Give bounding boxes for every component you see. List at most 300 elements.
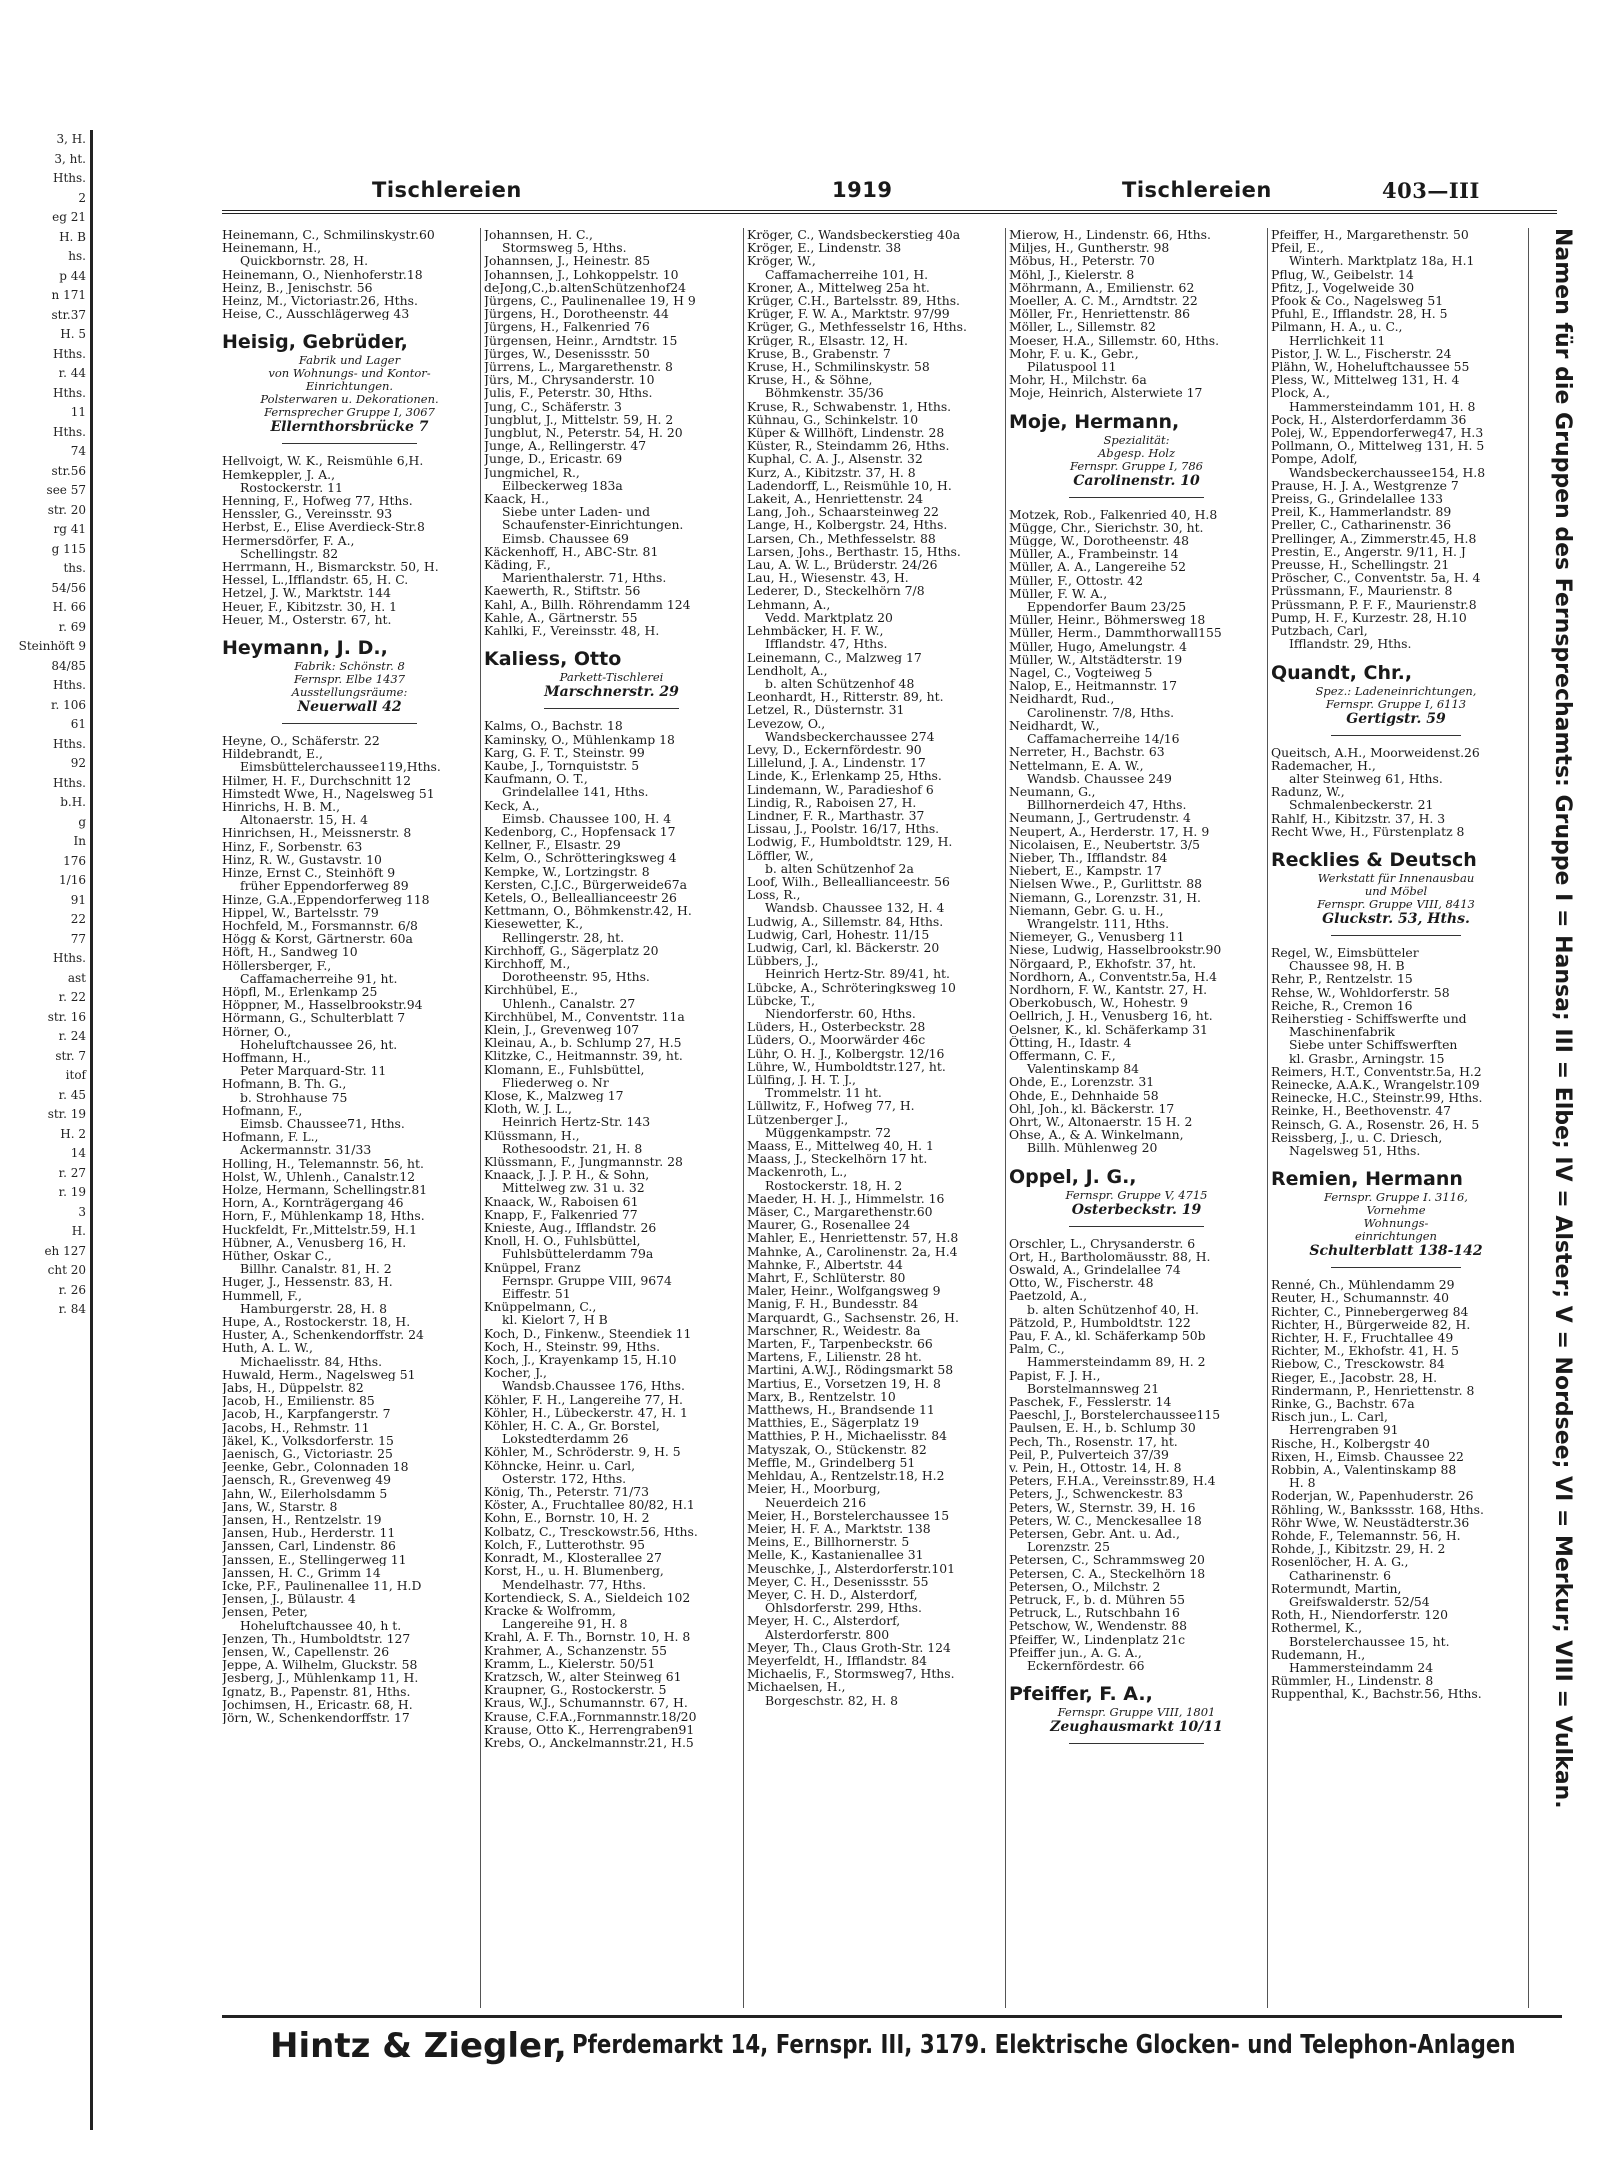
directory-entry: Meyerfeldt, H., Ifflandstr. 84: [747, 1653, 928, 1668]
advertisement-address: Ellernthorsbrücke 7: [270, 419, 429, 436]
directory-entry: Kröger, C., Wandsbeckerstieg 40a: [747, 228, 961, 242]
directory-entry: Pump, H. F., Kurzestr. 28, H.10: [1271, 610, 1467, 625]
directory-entry: Radunz, W.,: [1271, 785, 1345, 799]
previous-page-fragment: Hths.: [53, 736, 86, 751]
directory-entry: Larsen, Ch., Methfesselstr. 88: [747, 531, 936, 545]
directory-entry: Rehr, P., Rentzelstr. 15: [1271, 972, 1413, 986]
directory-entry: Lindner, F. R., Marthastr. 37: [747, 808, 925, 823]
directory-entry: Reiherstieg - Schiffswerfte und: [1271, 1011, 1467, 1026]
directory-entry: Hippel, W., Bartelsstr. 79: [222, 905, 379, 919]
directory-entry: Matyszak, O., Stückenstr. 82: [747, 1442, 927, 1456]
directory-entry: Herrlichkeit 11: [1289, 333, 1386, 347]
page-header: [222, 170, 1557, 214]
directory-entry: Krüger, R., Elsastr. 12, H.: [747, 333, 908, 347]
directory-entry: Klüssmann, F., Jungmannstr. 28: [484, 1155, 683, 1169]
directory-entry: Martini, A.W.J., Rödingsmarkt 58: [747, 1363, 954, 1377]
directory-entry: Pfitz, J., Vogelweide 30: [1271, 280, 1415, 295]
directory-entry: Hübner, A., Venusberg 16, H.: [222, 1235, 407, 1249]
directory-entry: Hoheluftchaussee 40, h t.: [240, 1618, 402, 1632]
directory-entry: Eppendorfer Baum 23/25: [1027, 600, 1187, 614]
directory-entry: Oswald, A., Grindelallee 74: [1009, 1263, 1181, 1277]
previous-page-fragment: Hths.: [53, 951, 86, 965]
advertisement-line: Fernspr. Gruppe I, 6113: [1325, 696, 1467, 711]
directory-entry: König, Th., Peterstr. 71/73: [484, 1485, 650, 1499]
directory-entry: Hinrichs, H. B. M.,: [222, 800, 341, 814]
previous-page-fragment: str. 7: [55, 1048, 86, 1063]
directory-entry: Jürgensen, Heinr., Arndtstr. 15: [484, 333, 678, 347]
directory-entry: Preller, C., Catharinenstr. 36: [1271, 518, 1452, 532]
directory-entry: Lendholt, A.,: [747, 663, 828, 677]
directory-entry: Jabs, H., Düppelstr. 82: [222, 1381, 364, 1395]
directory-entry: Knoll, H. O., Fuhlsbüttel,: [484, 1234, 641, 1248]
directory-entry: Hessel, L.,Ifflandstr. 65, H. C.: [222, 573, 409, 587]
directory-entry: Wandsbeckerchaussee154, H.8: [1289, 465, 1486, 479]
directory-entry: Kruse, H., Schmilinskystr. 58: [747, 360, 930, 374]
directory-entry: Klüssmann, H.,: [484, 1128, 580, 1142]
directory-entry: Lederer, D., Steckelhörn 7/8: [747, 584, 925, 598]
column-1: [222, 228, 477, 2008]
directory-entry: Schellingstr. 82: [240, 546, 339, 561]
directory-entry: Hetzel, J. W., Marktstr. 144: [222, 586, 391, 600]
directory-entry: Billhr. Canalstr. 81, H. 2: [240, 1262, 392, 1276]
directory-entry: Moeller, A. C. M., Arndtstr. 22: [1009, 294, 1198, 308]
advertisement-block: [1009, 1165, 1264, 1227]
directory-entry: Huwald, Herm., Nagelsweg 51: [222, 1367, 416, 1382]
directory-entry: Mäser, C., Margarethenstr.60: [747, 1205, 933, 1219]
directory-entry: Leinemann, C., Malzweg 17: [747, 650, 922, 664]
directory-entry: Icke, P.F., Paulinenallee 11, H.D: [222, 1579, 422, 1593]
directory-entry: Osterstr. 172, Hths.: [502, 1471, 627, 1486]
directory-entry: Högg & Korst, Gärtnerstr. 60a: [222, 932, 413, 946]
directory-entry: Lützenberger J.,: [747, 1112, 849, 1126]
directory-entry: Klitzke, C., Heitmannstr. 39, ht.: [484, 1049, 683, 1063]
directory-entry: Köhler, H., Lübeckerstr. 47, H. 1: [484, 1405, 688, 1420]
directory-entry: Jaenisch, G., Victoriastr. 25: [222, 1447, 393, 1461]
directory-entry: Hochfeld, M., Forsmannstr. 6/8: [222, 918, 418, 933]
directory-entry: Putzbach, Carl,: [1271, 624, 1368, 638]
directory-entry: Pistor, J. W. L., Fischerstr. 24: [1271, 346, 1452, 361]
previous-page-fragment: r. 27: [58, 1165, 86, 1180]
column-3: [747, 228, 1002, 2008]
directory-entry: Nalop, E., Heitmannstr. 17: [1009, 679, 1178, 693]
directory-entry: Möller, Fr., Henriettenstr. 86: [1009, 307, 1190, 321]
previous-page-fragment: cht 20: [47, 1263, 86, 1277]
previous-page-fragment: Hths.: [53, 346, 86, 361]
advertisement-line: einrichtungen: [1355, 1229, 1437, 1244]
directory-entry: Mügge, Chr., Sierichstr. 30, ht.: [1009, 520, 1204, 535]
directory-entry: Kruse, B., Grabenstr. 7: [747, 346, 891, 361]
directory-entry: Maeder, H. H. J., Himmelstr. 16: [747, 1191, 945, 1206]
directory-entry: Jahn, W., Eilerholsdamm 5: [222, 1486, 388, 1500]
directory-entry: Pless, W., Mittelweg 131, H. 4: [1271, 373, 1460, 387]
previous-page-fragment: g 115: [51, 541, 86, 556]
directory-entry: Jürgens, H., Falkenried 76: [484, 320, 650, 334]
directory-entry: Linde, K., Erlenkamp 25, Hths.: [747, 769, 942, 783]
advertisement-title: Heymann, J. D.,: [222, 637, 388, 660]
directory-entry: Martens, F., Lilienstr. 28 ht.: [747, 1350, 922, 1364]
directory-entry: Maler, Heinr., Wolfgangsweg 9: [747, 1284, 941, 1298]
directory-entry: Horn, A., Kornträgergang 46: [222, 1196, 404, 1210]
advertisement-address: Gluckstr. 53, Hths.: [1322, 910, 1470, 927]
directory-entry: Risch jun., L. Carl,: [1271, 1410, 1388, 1424]
directory-entry: Heinemann, H.,: [222, 241, 322, 255]
directory-entry: Billh. Mühlenweg 20: [1027, 1141, 1158, 1155]
directory-entry: Kaminsky, O., Mühlenkamp 18: [484, 732, 675, 746]
directory-entry: Mierow, H., Lindenstr. 66, Hths.: [1009, 228, 1211, 242]
directory-entry: Kersten, C.J.C., Bürgerweide67a: [484, 877, 687, 891]
directory-entry: Klein, J., Grevenweg 107: [484, 1022, 640, 1037]
directory-entry: Caffamacherreihe 14/16: [1027, 732, 1180, 746]
directory-entry: Hupe, A., Rostockerstr. 18, H.: [222, 1315, 411, 1329]
directory-entry: Marquardt, G., Sachsenstr. 26, H.: [747, 1310, 959, 1324]
previous-page-fragment: itof: [65, 1068, 86, 1082]
previous-page-fragment: str. 20: [47, 502, 86, 517]
directory-entry: Müller, F. W. A.,: [1009, 586, 1108, 601]
directory-entry: Loss, R.,: [747, 888, 801, 902]
directory-entry: Konradt, M., Klosterallee 27: [484, 1551, 662, 1565]
directory-entry: Orschler, L., Chrysanderstr. 6: [1009, 1236, 1196, 1250]
directory-entry: Köhler, F. H., Langereihe 77, H.: [484, 1392, 683, 1406]
directory-entry: Köhler, H. C. A., Gr. Borstel,: [484, 1419, 660, 1433]
directory-entry: Ignatz, B., Papenstr. 81, Hths.: [222, 1684, 411, 1698]
previous-page-edge: [0, 130, 93, 2130]
directory-entry: Polej, W., Eppendorferweg47, H.3: [1271, 426, 1484, 440]
directory-entry: Rellingerstr. 28, ht.: [502, 930, 625, 944]
advertisement-line: Vornehme: [1366, 1203, 1426, 1218]
column-2: [484, 228, 739, 2008]
directory-entry: Pröscher, C., Conventstr. 5a, H. 4: [1271, 571, 1481, 585]
previous-page-fragment: 22: [70, 912, 86, 926]
directory-entry: Kaube, J., Tornquiststr. 5: [484, 758, 640, 773]
directory-entry: Reinecke, A.A.K., Wrangelstr.109: [1271, 1077, 1480, 1092]
advertisement-line: Parkett-Tischlerei: [559, 670, 664, 685]
previous-page-fragment: p 44: [59, 268, 86, 283]
directory-entry: Meyer, Th., Claus Groth-Str. 124: [747, 1640, 951, 1654]
directory-entry: Peters, J., Schwenckestr. 83: [1009, 1487, 1184, 1501]
directory-entry: Oberkobusch, W., Hohestr. 9: [1009, 996, 1189, 1010]
directory-entry: Niemann, Gebr. G. u. H.,: [1009, 903, 1164, 917]
directory-entry: Kurz, A., Kibitzstr. 37, H. 8: [747, 465, 916, 479]
directory-entry: Mittelweg zw. 31 u. 32: [502, 1181, 645, 1195]
directory-entry: Heinemann, C., Schmilinskystr.60: [222, 228, 435, 242]
directory-entry: Janssen, H. C., Grimm 14: [222, 1565, 381, 1580]
directory-entry: Petersen, C., Schrammsweg 20: [1009, 1553, 1205, 1567]
directory-entry: Offermann, C. F.,: [1009, 1048, 1116, 1063]
directory-entry: Maass, J., Steckelhörn 17 ht.: [747, 1152, 928, 1166]
directory-entry: Pflug, W., Geibelstr. 14: [1271, 267, 1414, 281]
directory-entry: Knüppelmann, C.,: [484, 1300, 597, 1314]
directory-entry: Hörmann, G., Schulterblatt 7: [222, 1011, 406, 1025]
directory-entry: Hoheluftchaussee 26, ht.: [240, 1037, 398, 1051]
directory-entry: Reinke, H., Beethovenstr. 47: [1271, 1104, 1451, 1118]
directory-entry: Ludwig, Carl, kl. Bäckerstr. 20: [747, 940, 940, 955]
directory-entry: Caffamacherreihe 91, ht.: [240, 971, 398, 985]
directory-entry: Ackermannstr. 31/33: [240, 1143, 372, 1157]
directory-entry: Lau, A. W. L., Brüderstr. 24/26: [747, 558, 938, 572]
advertisement-line: Abgesp. Holz: [1097, 445, 1176, 460]
directory-entry: Kuphal, C. A. J., Alsenstr. 32: [747, 452, 923, 466]
advertisement-address: Zeughausmarkt 10/11: [1050, 1719, 1223, 1736]
directory-entry: Nielsen Wwe., P., Gurlittstr. 88: [1009, 877, 1203, 891]
directory-entry: Jürgens, H., Dorotheenstr. 44: [484, 307, 669, 321]
directory-entry: Hildebrandt, E.,: [222, 747, 323, 761]
directory-entry: Lindemann, W., Paradieshof 6: [747, 782, 934, 796]
directory-entry: Nagelsweg 51, Hths.: [1289, 1143, 1421, 1158]
directory-entry: Rehse, W., Wohldorferstr. 58: [1271, 985, 1450, 999]
directory-entry: Nörgaard, P., Ekhofstr. 37, ht.: [1009, 956, 1197, 970]
directory-entry: Karg, G. F. T., Steinstr. 99: [484, 745, 645, 759]
previous-page-fragment: rg 41: [53, 522, 86, 536]
directory-entry: Lodwig, F., Humboldtstr. 129, H.: [747, 835, 953, 849]
previous-page-fragment: 3: [78, 1204, 86, 1219]
footer-text: Pferdemarkt 14, Fernspr. III, 3179. Elektrische Glocken- und Telephon-Anlagen: [572, 2030, 1516, 2060]
directory-entry: Jäkel, K., Volksdorferstr. 15: [222, 1433, 394, 1448]
directory-entry: Krahmer, A., Schanzenstr. 55: [484, 1643, 667, 1657]
directory-entry: Meier, H., Borstelerchaussee 15: [747, 1508, 950, 1522]
previous-page-fragment: r. 19: [58, 1185, 86, 1199]
previous-page-fragment: r. 44: [58, 366, 86, 380]
directory-entry: Kirchhoff, G., Sägerplatz 20: [484, 943, 659, 957]
directory-entry: Pfeiffer, H., Margarethenstr. 50: [1271, 228, 1469, 242]
directory-entry: Hofmann, B. Th. G.,: [222, 1077, 347, 1091]
directory-entry: Petschow, W., Wendenstr. 88: [1009, 1619, 1188, 1633]
advertisement-title: Pfeiffer, F. A.,: [1009, 1683, 1153, 1706]
directory-entry: Prellinger, A., Zimmerstr.45, H.8: [1271, 531, 1477, 545]
directory-entry: Mügge, W., Dorotheenstr. 48: [1009, 534, 1190, 548]
advertisement-address: Schulterblatt 138-142: [1309, 1243, 1483, 1260]
directory-entry: Kruse, H., & Söhne,: [747, 373, 873, 387]
directory-entry: Lülfing, J. H. T. J.,: [747, 1073, 856, 1087]
advertisement-line: Fernspr. Gruppe I, 786: [1070, 458, 1203, 473]
directory-entry: Ifflandstr. 47, Hths.: [765, 637, 888, 651]
previous-page-fragment: str.56: [51, 463, 86, 478]
directory-entry: kl. Kielort 7, H B: [502, 1313, 608, 1327]
previous-page-fragment: 2: [78, 190, 86, 205]
directory-entry: Hammersteindamm 101, H. 8: [1289, 399, 1476, 413]
directory-entry: Pätzold, P., Humboldtstr. 122: [1009, 1315, 1191, 1330]
directory-entry: H. 8: [1289, 1476, 1316, 1490]
directory-entry: Köhler, M., Schröderstr. 9, H. 5: [484, 1445, 681, 1459]
directory-entry: Matthies, P. H., Michaelisstr. 84: [747, 1429, 947, 1443]
directory-entry: Kracke & Wolfromm,: [484, 1603, 616, 1618]
directory-entry: Neidhardt, Rud.,: [1009, 692, 1115, 706]
previous-page-fragment: eg 21: [52, 210, 86, 224]
previous-page-fragment: r. 24: [58, 1029, 86, 1043]
directory-entry: Langereihe 91, H. 8: [502, 1617, 628, 1631]
directory-entry: Rostockerstr. 18, H. 2: [765, 1178, 903, 1192]
directory-entry: Ketels, O., Belleallianceestr 26: [484, 890, 677, 905]
directory-entry: Levy, D., Eckernfördestr. 90: [747, 742, 922, 757]
directory-entry: Holze, Hermann, Schellingstr.81: [222, 1182, 428, 1197]
directory-entry: Lüders, O., Moorwärder 46c: [747, 1033, 926, 1047]
advertisement-block: [484, 647, 739, 709]
directory-entry: Lissau, J., Poolstr. 16/17, Hths.: [747, 822, 940, 836]
previous-page-fragment: r. 69: [58, 619, 86, 634]
directory-entry: Marschner, R., Weidestr. 8a: [747, 1323, 921, 1338]
directory-entry: Jürges, W., Desenissstr. 50: [484, 346, 650, 361]
directory-entry: Kaufmann, O. T.,: [484, 772, 588, 786]
directory-entry: Nagel, C., Vogteiweg 5: [1009, 666, 1153, 680]
directory-entry: Müller, F., Ottostr. 42: [1009, 573, 1143, 587]
directory-entry: Kraus, W.J., Schumannstr. 67, H.: [484, 1696, 688, 1710]
directory-entry: Kratzsch, W., alter Steinweg 61: [484, 1669, 682, 1684]
directory-entry: Hinrichsen, H., Meissnerstr. 8: [222, 826, 412, 840]
previous-page-fragment: 3, ht.: [54, 151, 86, 166]
directory-entry: Jenzen, Th., Humboldtstr. 127: [222, 1631, 411, 1646]
directory-entry: Kempke, W., Lortzingstr. 8: [484, 864, 650, 878]
directory-entry: Wandsb. Chaussee 249: [1027, 771, 1172, 785]
directory-entry: Holling, H., Telemannstr. 56, ht.: [222, 1156, 424, 1170]
directory-entry: Lillelund, J. A., Lindenstr. 17: [747, 756, 926, 770]
directory-entry: Recht Wwe, H., Fürstenplatz 8: [1271, 824, 1465, 838]
directory-entry: Rümmler, H., Lindenstr. 8: [1271, 1674, 1434, 1688]
directory-entry: Heinz, B., Jenischstr. 56: [222, 280, 373, 295]
directory-entry: b. alten Schützenhof 48: [765, 676, 915, 691]
advertisement-line: von Wohnungs- und Kontor-: [268, 366, 431, 381]
directory-entry: Pau, F. A., kl. Schäferkamp 50b: [1009, 1329, 1206, 1343]
previous-page-fragment: see 57: [46, 483, 86, 497]
directory-entry: Jeppe, A. Wilhelm, Gluckstr. 58: [222, 1658, 418, 1672]
directory-entry: Stormsweg 5, Hths.: [502, 241, 627, 255]
previous-page-fragment: str. 16: [47, 1009, 86, 1024]
directory-entry: Ohde, E., Dehnhaide 58: [1009, 1088, 1159, 1102]
directory-entry: Ohl, Joh., kl. Bäckerstr. 17: [1009, 1101, 1175, 1115]
directory-entry: Wrangelstr. 111, Hths.: [1027, 916, 1170, 931]
directory-entry: Rieger, E., Jacobstr. 28, H.: [1271, 1370, 1438, 1384]
directory-entry: Lühre, W., Humboldtstr.127, ht.: [747, 1059, 946, 1073]
directory-entry: Jacobs, H., Rehmstr. 11: [222, 1420, 370, 1434]
directory-entry: Caffamacherreihe 101, H.: [765, 267, 929, 281]
directory-entry: Peters, W., Sternstr. 39, H. 16: [1009, 1500, 1196, 1514]
directory-entry: Henssler, G., Vereinsstr. 93: [222, 507, 393, 521]
directory-entry: Eilbeckerweg 183a: [502, 478, 623, 493]
directory-entry: Larsen, Johs., Berthastr. 15, Hths.: [747, 544, 961, 559]
directory-entry: Grindelallee 141, Hths.: [502, 785, 649, 799]
advertisement-block: [1271, 1167, 1521, 1268]
directory-columns: [222, 228, 1562, 2008]
directory-entry: Preil, K., Hammerlandstr. 89: [1271, 505, 1452, 519]
directory-entry: Matthews, H., Brandsende 11: [747, 1403, 935, 1417]
directory-entry: Marienthalerstr. 71, Hths.: [502, 571, 667, 585]
directory-entry: Eimsb. Chaussee71, Hths.: [240, 1116, 405, 1131]
directory-entry: Huckfeldt, Fr.,Mittelstr.59, H.1: [222, 1222, 417, 1236]
directory-entry: Maurer, G., Rosenallee 24: [747, 1218, 911, 1232]
footer-brand: Hintz & Ziegler,: [270, 2026, 567, 2066]
previous-page-fragment: Hths.: [53, 424, 86, 439]
directory-entry: Preiss, G., Grindelallee 133: [1271, 492, 1443, 506]
directory-entry: Lübbers, J.,: [747, 954, 819, 968]
directory-entry: Reiche, R., Cremon 16: [1271, 998, 1413, 1012]
directory-entry: Borstelerchaussee 15, ht.: [1289, 1634, 1450, 1648]
advertisement-address: Gertigstr. 59: [1346, 710, 1446, 727]
directory-entry: Paetzold, A.,: [1009, 1289, 1088, 1303]
directory-entry: Plähn, W., Hoheluftchaussee 55: [1271, 360, 1470, 374]
directory-entry: Kellner, F., Elsastr. 29: [484, 838, 621, 852]
directory-entry: Prause, H. J. A., Westgrenze 7: [1271, 478, 1459, 493]
directory-entry: früher Eppendorferweg 89: [240, 879, 409, 893]
directory-entry: Kirchhoff, M.,: [484, 956, 571, 971]
directory-entry: Hinze, G.A.,Eppendorferweg 118: [222, 892, 430, 906]
directory-entry: Queitsch, A.H., Moorweidenst.26: [1271, 745, 1480, 759]
directory-entry: Jans, W., Starstr. 8: [222, 1499, 338, 1514]
directory-entry: Uhlenh., Canalstr. 27: [502, 996, 636, 1010]
directory-entry: Krüger, F. W. A., Marktstr. 97/99: [747, 307, 950, 321]
directory-entry: Eimsbüttelerchaussee119,Hths.: [240, 760, 441, 774]
directory-entry: Kahlki, F., Vereinsstr. 48, H.: [484, 624, 660, 638]
advertisement-title: Remien, Hermann: [1271, 1168, 1463, 1191]
directory-entry: Roth, H., Niendorferstr. 120: [1271, 1608, 1448, 1622]
directory-entry: Janssen, Carl, Lindenstr. 86: [222, 1539, 396, 1553]
directory-entry: Heinemann, O., Nienhoferstr.18: [222, 267, 423, 281]
directory-entry: Pilmann, H. A., u. C.,: [1271, 320, 1403, 334]
directory-entry: Jensen, Peter,: [222, 1605, 308, 1619]
directory-entry: Johannsen, J., Lohkoppelstr. 10: [484, 267, 679, 281]
directory-entry: Meuschke, J., Alsterdorferstr.101: [747, 1561, 955, 1575]
directory-entry: Herrengraben 91: [1289, 1423, 1399, 1437]
previous-page-fragment: H. 66: [52, 600, 86, 614]
advertisement-line: Fernsprecher Gruppe I, 3067: [264, 405, 435, 420]
directory-entry: Prestin, E., Angerstr. 9/11, H. J: [1271, 544, 1466, 559]
directory-entry: Eimsb. Chaussee 69: [502, 531, 629, 545]
directory-entry: Loof, Wilh., Belleallianceestr. 56: [747, 874, 950, 889]
directory-entry: Jürgens, C., Paulinenallee 19, H 9: [484, 294, 696, 308]
directory-entry: Höpfl, M., Erlenkamp 25: [222, 984, 378, 999]
advertisement-line: Fernspr. Elbe 1437: [293, 672, 406, 687]
directory-entry: Kahl, A., Billh. Röhrendamm 124: [484, 597, 691, 611]
directory-entry: Hinz, R. W., Gustavstr. 10: [222, 852, 382, 867]
directory-entry: Palm, C.,: [1009, 1342, 1065, 1356]
directory-entry: Ohlsdorferstr. 299, Hths.: [765, 1601, 922, 1615]
directory-entry: Preusse, H., Schellingstr. 21: [1271, 558, 1450, 572]
previous-page-fragment: n 171: [51, 288, 86, 302]
directory-entry: Rinke, G., Bachstr. 67a: [1271, 1397, 1415, 1411]
directory-entry: Rixen, H., Eimsb. Chaussee 22: [1271, 1449, 1464, 1464]
directory-entry: b. alten Schützenhof 40, H.: [1027, 1302, 1199, 1316]
directory-entry: Rohde, J., Kibitzstr. 29, H. 2: [1271, 1542, 1446, 1556]
directory-entry: Quickbornstr. 28, H.: [240, 254, 369, 268]
advertisement-title: Kaliess, Otto: [484, 648, 622, 671]
directory-entry: Marten, F., Tarpenbeckstr. 66: [747, 1337, 933, 1351]
previous-page-fragment: 176: [63, 853, 86, 868]
previous-page-fragment: r. 106: [51, 697, 86, 712]
directory-entry: Ohse, A., & A. Winkelmann,: [1009, 1128, 1184, 1142]
directory-entry: Fernspr. Gruppe VIII, 9674: [502, 1273, 672, 1288]
directory-entry: Richter, H. F., Fruchtallee 49: [1271, 1330, 1454, 1345]
directory-entry: Pilatuspool 11: [1027, 360, 1117, 374]
directory-entry: Rische, H., Kolbergstr 40: [1271, 1436, 1430, 1450]
directory-entry: Höppner, M., Hasselbrookstr.94: [222, 998, 423, 1012]
directory-entry: Alsterdorferstr. 800: [765, 1627, 890, 1641]
directory-entry: Kahle, A., Gärtnerstr. 55: [484, 610, 638, 625]
directory-entry: Klomann, E., Fuhlsbüttel,: [484, 1062, 645, 1076]
directory-entry: Manig, F. H., Bundesstr. 84: [747, 1297, 919, 1311]
directory-entry: Kraupner, G., Rostockerstr. 5: [484, 1683, 667, 1697]
directory-entry: Ohde, E., Lorenzstr. 31: [1009, 1075, 1155, 1089]
directory-entry: Knaack, W., Raboisen 61: [484, 1194, 639, 1208]
directory-entry: Matthies, E., Sägerplatz 19: [747, 1416, 919, 1430]
directory-entry: Meins, E., Billhornerstr. 5: [747, 1535, 910, 1549]
directory-entry: Meyer, H. C., Alsterdorf,: [747, 1614, 901, 1628]
previous-page-fragment: In: [73, 834, 86, 848]
directory-entry: Carolinenstr. 7/8, Hths.: [1027, 705, 1175, 719]
directory-entry: Heinrich Hertz-Str. 89/41, ht.: [765, 967, 950, 981]
directory-entry: Käckenhoff, H., ABC-Str. 81: [484, 544, 659, 559]
directory-entry: Holst, W., Uhlenh., Canalstr.12: [222, 1169, 416, 1183]
directory-entry: Siebe unter Schiffswerften: [1289, 1038, 1458, 1052]
directory-entry: Jeenke, Gebr., Colonnaden 18: [222, 1460, 409, 1474]
advertisement-address: Neuerwall 42: [297, 699, 402, 716]
directory-entry: Knaack, J. J. P. H., & Sohn,: [484, 1168, 650, 1182]
